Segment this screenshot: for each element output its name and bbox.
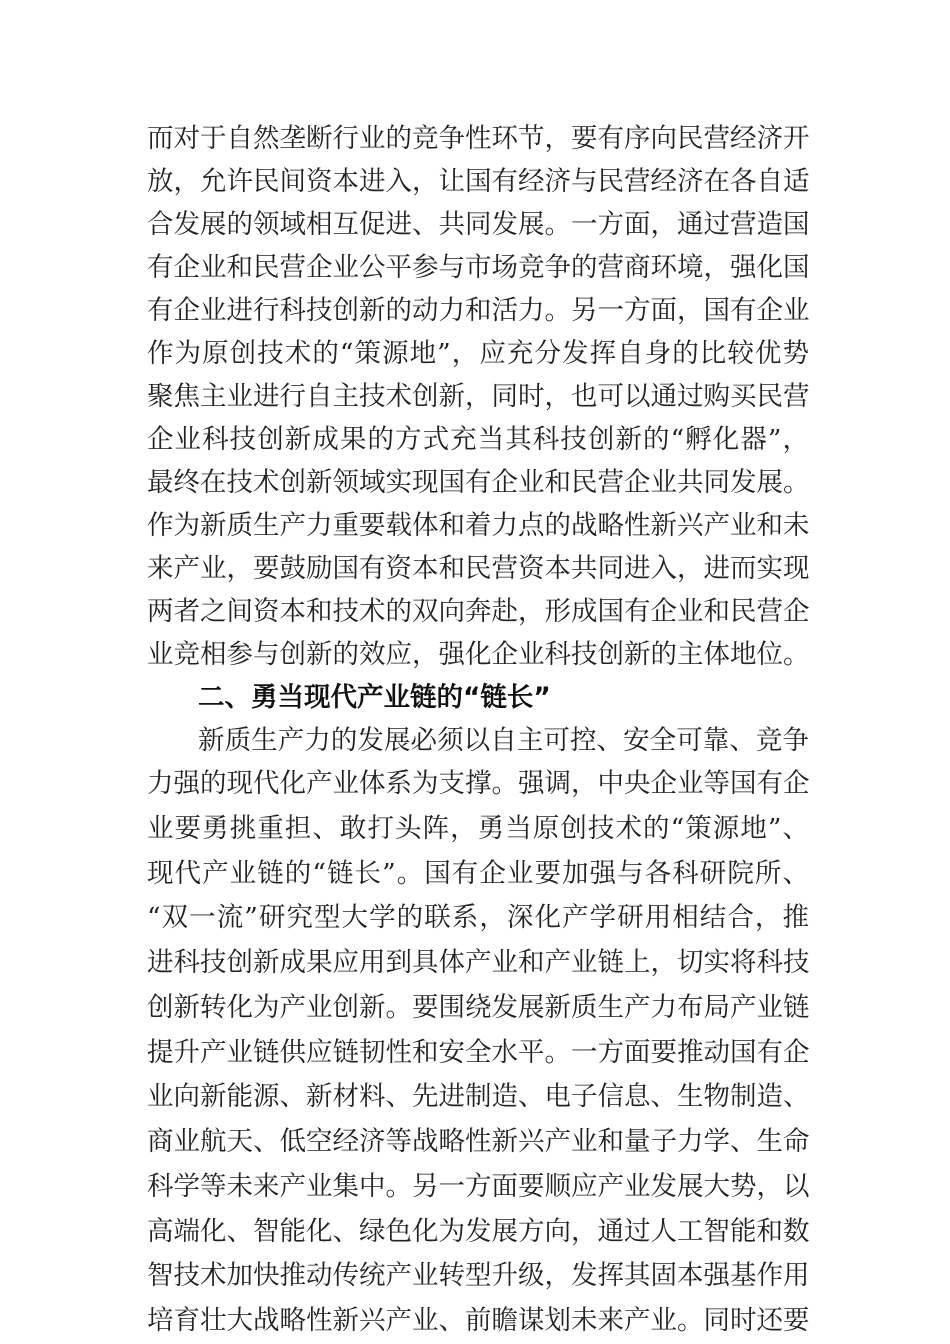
paragraph-line: 两者之间资本和技术的双向奔赴，形成国有企业和民营企 — [147, 596, 810, 627]
paragraph-first-line: 新质生产力的发展必须以自主可控、安全可靠、竞争 — [198, 725, 809, 756]
paragraph-line: 聚焦主业进行自主技术创新，同时，也可以通过购买民营 — [147, 381, 810, 412]
paragraph-line: 商业航天、低空经济等战略性新兴产业和量子力学、生命 — [147, 1126, 810, 1157]
paragraph-line: “双一流”研究型大学的联系，深化产学研用相结合，推 — [147, 902, 809, 934]
paragraph-line: 业竞相参与创新的效应，强化企业科技创新的主体地位。 — [147, 639, 810, 670]
paragraph-line: 作为原创技术的“策源地”，应充分发挥自身的比较优势 — [147, 338, 809, 369]
paragraph-line: 现代产业链的“链长”。国有企业要加强与各科研院所、 — [147, 857, 809, 889]
paragraph-line: 来产业，要鼓励国有资本和民营资本共同进入，进而实现 — [147, 553, 810, 584]
paragraph-line: 提升产业链供应链韧性和安全水平。一方面要推动国有企 — [147, 1036, 810, 1068]
paragraph-line: 有企业和民营企业公平参与市场竞争的营商环境，强化国 — [147, 252, 810, 283]
paragraph-line: 合发展的领域相互促进、共同发展。一方面，通过营造国 — [147, 209, 810, 240]
paragraph-line: 高端化、智能化、绿色化为发展方向，通过人工智能和数 — [147, 1215, 810, 1247]
paragraph-line: 而对于自然垄断行业的竞争性环节，要有序向民营经济开 — [147, 123, 810, 154]
paragraph-line: 科学等未来产业集中。另一方面要顺应产业发展大势，以 — [147, 1170, 810, 1202]
paragraph-line: 力强的现代化产业体系为支撑。强调，中央企业等国有企 — [147, 768, 810, 799]
paragraph-line: 有企业进行科技创新的动力和活力。另一方面，国有企业 — [147, 295, 810, 326]
paragraph-line: 作为新质生产力重要载体和着力点的战略性新兴产业和未 — [147, 510, 810, 541]
paragraph-line: 创新转化为产业创新。要围绕发展新质生产力布局产业链 — [147, 991, 810, 1023]
paragraph-line: 业向新能源、新材料、先进制造、电子信息、生物制造、 — [147, 1081, 810, 1113]
paragraph-line: 最终在技术创新领域实现国有企业和民营企业共同发展。 — [147, 467, 810, 498]
paragraph-line: 智技术加快推动传统产业转型升级，发挥其固本强基作用 — [147, 1260, 810, 1292]
paragraph-line: 企业科技创新成果的方式充当其科技创新的“孵化器”， — [147, 424, 809, 455]
paragraph-line: 放，允许民间资本进入，让国有经济与民营经济在各自适 — [147, 166, 810, 197]
section-heading: 二、勇当现代产业链的“链长” — [198, 682, 551, 713]
paragraph-line: 业要勇挑重担、敢打头阵，勇当原创技术的“策源地”、 — [147, 812, 809, 844]
paragraph-line: 培育壮大战略性新兴产业、前瞻谋划未来产业。同时还要 — [147, 1305, 810, 1336]
paragraph-line: 进科技创新成果应用到具体产业和产业链上，切实将科技 — [147, 947, 810, 978]
